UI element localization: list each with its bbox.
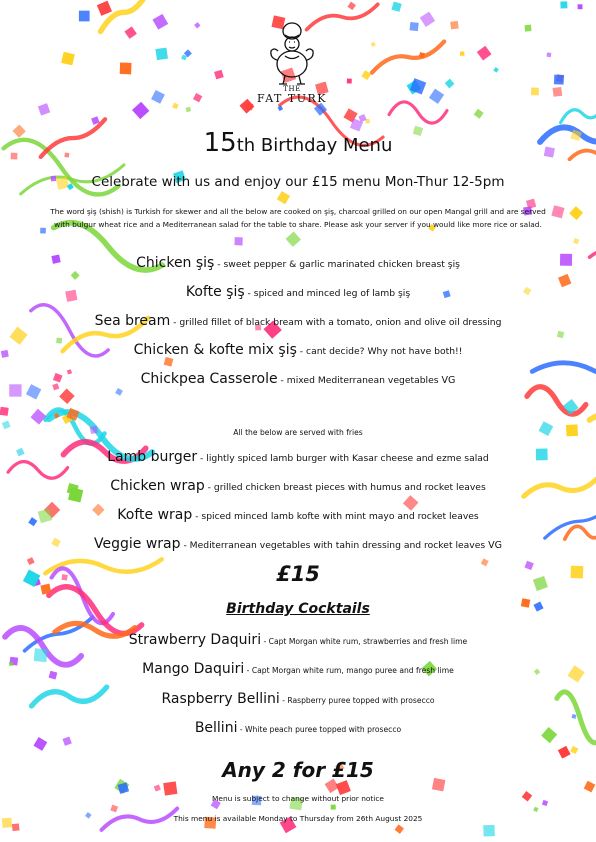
cocktail-name: Strawberry Daquiri (128, 632, 262, 648)
vegan-tag: VG (441, 375, 456, 386)
menu-item-desc: - grilled fillet of black bream with a tomato, onion and olive oil dressing (170, 317, 502, 328)
title-number: 15 (203, 128, 237, 158)
menu-item (0, 478, 596, 494)
menu-item-desc: - sweet pepper & garlic marinated chicken breast şiş (214, 259, 460, 270)
cocktails-heading: Birthday Cocktails (226, 601, 370, 617)
cocktail-desc: - Capt Morgan white rum, strawberries and fresh lime (261, 637, 468, 646)
cocktail-item (0, 688, 596, 707)
menu-item-name: Chicken şiş (136, 255, 215, 271)
menu-item-name: Lamb burger (107, 449, 198, 465)
fries-note: All the below are served with fries (233, 428, 363, 437)
menu-price: £15 (276, 562, 320, 586)
menu-item-desc: - spiced minced lamb kofte with mint mayo and rocket leaves (192, 511, 479, 522)
fat-turk-logo (254, 20, 330, 114)
cocktail-desc: - Raspberry puree topped with prosecco (279, 696, 435, 705)
cocktail-desc: - White peach puree topped with prosecco (237, 725, 402, 734)
cocktail-name: Bellini (194, 720, 238, 736)
cocktail-item (0, 629, 596, 648)
page-title (0, 128, 596, 158)
menu-item-name: Sea bream (94, 313, 171, 329)
menu-item-desc: - lightly spiced lamb burger with Kasar cheese and ezme salad (197, 453, 489, 464)
menu-item-desc: - spiced and minced leg of lamb şiş (244, 288, 411, 299)
tagline: Celebrate with us and enjoy our £15 menu Mon-Thur 12-5pm (91, 174, 505, 190)
vegan-tag: VG (488, 540, 502, 551)
menu-item-name: Veggie wrap (94, 536, 181, 552)
menu-item-desc: - Mediterranean vegetables with tahin dressing and rocket leaves (180, 540, 489, 551)
menu-item-name: Kofte wrap (117, 507, 193, 523)
menu-item (0, 313, 596, 329)
logo-name: FAT TURK (257, 92, 327, 105)
menu-item-desc: - grilled chicken breast pieces with humus and rocket leaves (204, 482, 486, 493)
menu-item-name: Kofte şiş (185, 284, 245, 300)
cocktail-deal: Any 2 for £15 (222, 758, 374, 782)
menu-item-desc: - mixed Mediterranean vegetables (277, 375, 442, 386)
cocktail-item (0, 717, 596, 736)
menu-item-name: Chicken & kofte mix şiş (133, 342, 297, 358)
chef-mascot-icon (254, 20, 330, 86)
cocktail-desc: - Capt Morgan white rum, mango puree and fresh lime (244, 666, 454, 675)
menu-item (0, 449, 596, 465)
menu-item (0, 536, 596, 552)
menu-item (0, 371, 596, 387)
footer-note: Menu is subject to change without prior notice (212, 794, 384, 803)
menu-item (0, 284, 596, 300)
menu-item-name: Chickpea Casserole (140, 371, 278, 387)
logo-wordmark (254, 86, 330, 105)
cocktail-name: Raspberry Bellini (161, 691, 280, 707)
cocktail-name: Mango Daquiri (142, 661, 245, 677)
menu-item (0, 255, 596, 271)
footer-note: This menu is available Monday to Thursday from 26th August 2025 (173, 814, 423, 823)
menu-item-name: Chicken wrap (110, 478, 205, 494)
menu-item-desc: - cant decide? Why not have both!! (296, 346, 463, 357)
intro-paragraph: The word şiş (shish) is Turkish for skewer and all the below are cooked on şiş, charcoal grilled on our open Mangal grill and are served with bulgur wheat rice and a Mediterranean salad for the table to share. Please ask your server if you would like more rice or salad. (50, 207, 546, 229)
menu-item (0, 342, 596, 358)
cocktail-item (0, 658, 596, 677)
menu-item (0, 507, 596, 523)
title-text: th Birthday Menu (236, 135, 393, 156)
logo-the: THE (283, 85, 301, 93)
